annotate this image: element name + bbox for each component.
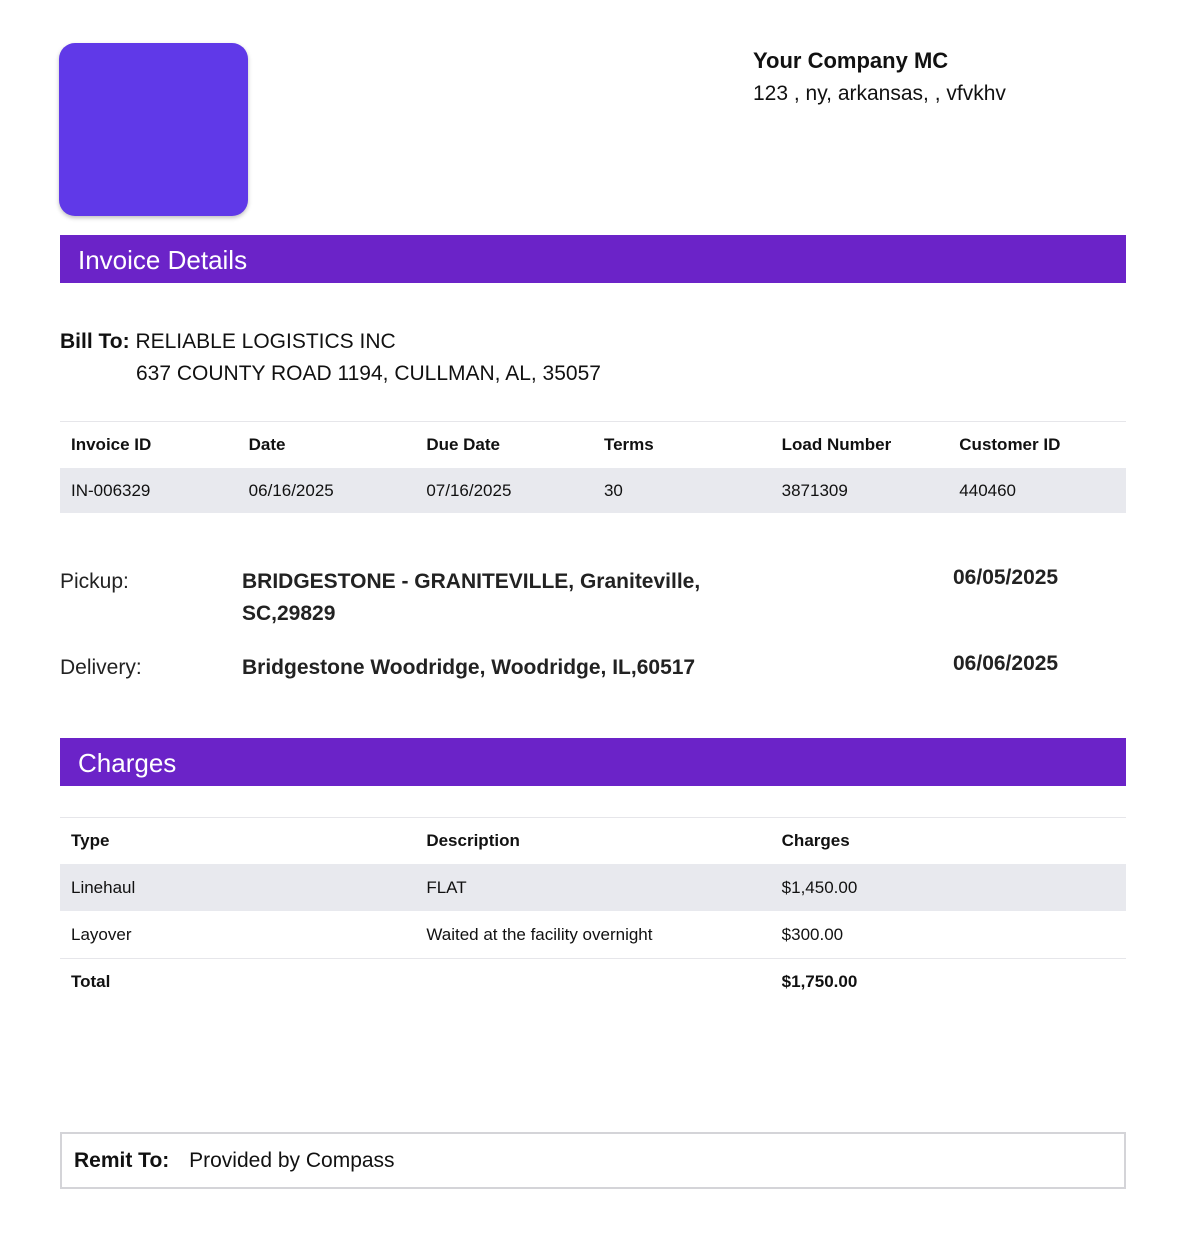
bill-to bbox=[60, 326, 601, 390]
table-row bbox=[60, 468, 1126, 513]
invoice-id-value: IN-006329 bbox=[60, 468, 238, 513]
bill-to-label: Bill To: bbox=[60, 330, 130, 353]
terms-value: 30 bbox=[593, 468, 771, 513]
header-terms: Terms bbox=[603, 435, 654, 454]
bill-to-name: RELIABLE LOGISTICS INC bbox=[135, 330, 396, 353]
delivery-date: 06/06/2025 bbox=[953, 652, 1059, 675]
header-date: Date bbox=[248, 435, 286, 454]
header-invoice-id: Invoice ID bbox=[71, 435, 152, 454]
total-row bbox=[60, 959, 1126, 1006]
table-row bbox=[60, 864, 1126, 911]
charge-amount: $300.00 bbox=[781, 924, 844, 944]
date-value: 06/16/2025 bbox=[238, 468, 416, 513]
header-due-date: Due Date bbox=[426, 435, 500, 454]
table-header-row bbox=[60, 818, 1126, 865]
invoice-details-header: Invoice Details bbox=[60, 235, 1126, 283]
customer-id-value: 440460 bbox=[948, 468, 1126, 513]
remit-to-box bbox=[60, 1132, 1126, 1189]
company-logo bbox=[59, 43, 248, 216]
charge-type: Linehaul bbox=[60, 864, 415, 911]
total-spacer bbox=[415, 959, 770, 1006]
table-row bbox=[60, 911, 1126, 959]
header-charges: Charges bbox=[781, 831, 850, 850]
charges-header: Charges bbox=[60, 738, 1126, 786]
delivery-location: Bridgestone Woodridge, Woodridge, IL,60517 bbox=[242, 656, 696, 679]
charges-table bbox=[60, 817, 1126, 1005]
load-number-value: 3871309 bbox=[771, 468, 949, 513]
header-description: Description bbox=[426, 831, 520, 850]
invoice-info-table bbox=[60, 421, 1126, 513]
company-header bbox=[753, 47, 1006, 109]
header-customer-id: Customer ID bbox=[959, 435, 1061, 454]
due-date-value: 07/16/2025 bbox=[415, 468, 593, 513]
charge-amount: $1,450.00 bbox=[771, 864, 1126, 911]
header-load-number: Load Number bbox=[781, 435, 892, 454]
header-type: Type bbox=[71, 831, 110, 850]
delivery-label: Delivery: bbox=[60, 656, 142, 679]
charge-description: Waited at the facility overnight bbox=[426, 924, 653, 944]
total-amount: $1,750.00 bbox=[771, 959, 1126, 1006]
pickup-label: Pickup: bbox=[60, 570, 129, 593]
company-address: 123 , ny, arkansas, , vfvkhv bbox=[753, 82, 1006, 105]
pickup-date: 06/05/2025 bbox=[953, 566, 1059, 589]
remit-to-label: Remit To: bbox=[74, 1149, 170, 1172]
remit-to-value: Provided by Compass bbox=[189, 1149, 395, 1172]
pickup-location: BRIDGESTONE - GRANITEVILLE, Graniteville, SC,29829 bbox=[242, 570, 701, 625]
bill-to-address: 637 COUNTY ROAD 1194, CULLMAN, AL, 35057 bbox=[136, 362, 601, 385]
charge-description: FLAT bbox=[415, 864, 770, 911]
total-label: Total bbox=[60, 959, 415, 1006]
table-header-row bbox=[60, 422, 1126, 469]
company-name: Your Company MC bbox=[753, 48, 949, 73]
charge-type: Layover bbox=[71, 924, 132, 944]
